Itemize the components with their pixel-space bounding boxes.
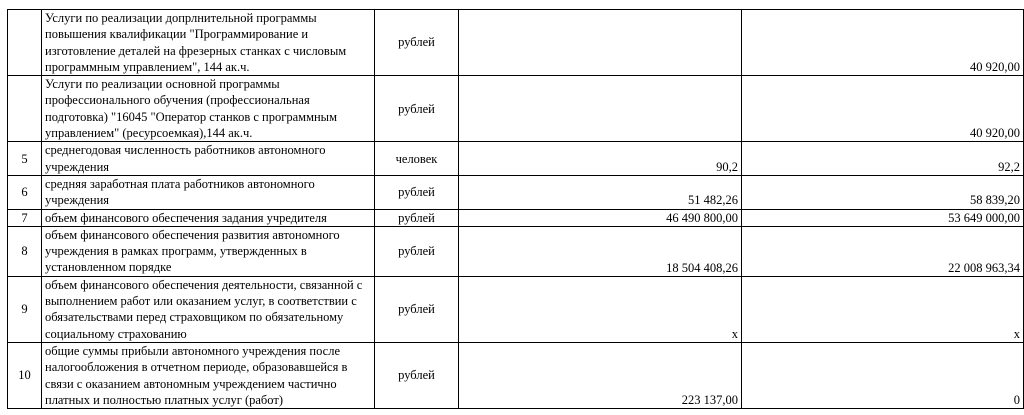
indicator-name-cell: объем финансового обеспечения развития автономного учреждения в рамках программ, утвержденных в установленном порядке [42, 226, 375, 276]
value-cell-2: 40 920,00 [742, 76, 1024, 142]
indicator-name-cell: среднегодовая численность работников автономного учреждения [42, 142, 375, 176]
value-cell-2: 53 649 000,00 [742, 209, 1024, 226]
table-row [8, 209, 1024, 226]
value-cell-2: 0 [742, 343, 1024, 409]
indicator-name-cell: Услуги по реализации допрлнительной программы повышения квалификации "Программирование и изготовление деталей на фрезерных станках с числовым программным управлением", 144 ак.ч. [42, 10, 375, 76]
row-number-cell: 8 [8, 226, 42, 276]
row-number-cell: 6 [8, 175, 42, 209]
indicator-name-cell: Услуги по реализации основной программы профессионального обучения (профессиональная подготовка) "16045 "Оператор станков с программным управлением" (ресурсоемкая),144 ак.ч. [42, 76, 375, 142]
unit-cell: рублей [375, 209, 459, 226]
unit-cell: рублей [375, 343, 459, 409]
row-number-cell: 9 [8, 276, 42, 342]
unit-cell: рублей [375, 276, 459, 342]
value-cell-1: 223 137,00 [459, 343, 742, 409]
indicator-name-cell: общие суммы прибыли автономного учреждения после налогообложения в отчетном периоде, образовавшейся в связи с оказанием автономным учреждением частично платных и полностью платных услуг (работ) [42, 343, 375, 409]
value-cell-2: 92,2 [742, 142, 1024, 176]
unit-cell: рублей [375, 76, 459, 142]
unit-cell: рублей [375, 226, 459, 276]
indicators-table [7, 9, 1024, 409]
value-cell-1 [459, 76, 742, 142]
value-cell-1: 90,2 [459, 142, 742, 176]
value-cell-2: 22 008 963,34 [742, 226, 1024, 276]
row-number-cell: 7 [8, 209, 42, 226]
row-number-cell [8, 76, 42, 142]
indicator-name-cell: объем финансового обеспечения деятельности, связанной с выполнением работ или оказанием услуг, в соответствии с обязательствами перед страховщиком по обязательному социальному страхованию [42, 276, 375, 342]
table-row [8, 76, 1024, 142]
indicator-name-cell: объем финансового обеспечения задания учредителя [42, 209, 375, 226]
table-body [8, 10, 1024, 409]
unit-cell: рублей [375, 175, 459, 209]
unit-cell: рублей [375, 10, 459, 76]
row-number-cell: 5 [8, 142, 42, 176]
row-number-cell [8, 10, 42, 76]
value-cell-1 [459, 10, 742, 76]
value-cell-1: 46 490 800,00 [459, 209, 742, 226]
table-row [8, 276, 1024, 342]
value-cell-2: 40 920,00 [742, 10, 1024, 76]
table-row [8, 175, 1024, 209]
row-number-cell: 10 [8, 343, 42, 409]
value-cell-1: 51 482,26 [459, 175, 742, 209]
indicator-name-cell: средняя заработная плата работников автономного учреждения [42, 175, 375, 209]
value-cell-1: 18 504 408,26 [459, 226, 742, 276]
table-row [8, 226, 1024, 276]
value-cell-2: 58 839,20 [742, 175, 1024, 209]
value-cell-2: х [742, 276, 1024, 342]
table-row [8, 343, 1024, 409]
table-row [8, 142, 1024, 176]
value-cell-1: х [459, 276, 742, 342]
table-row [8, 10, 1024, 76]
unit-cell: человек [375, 142, 459, 176]
